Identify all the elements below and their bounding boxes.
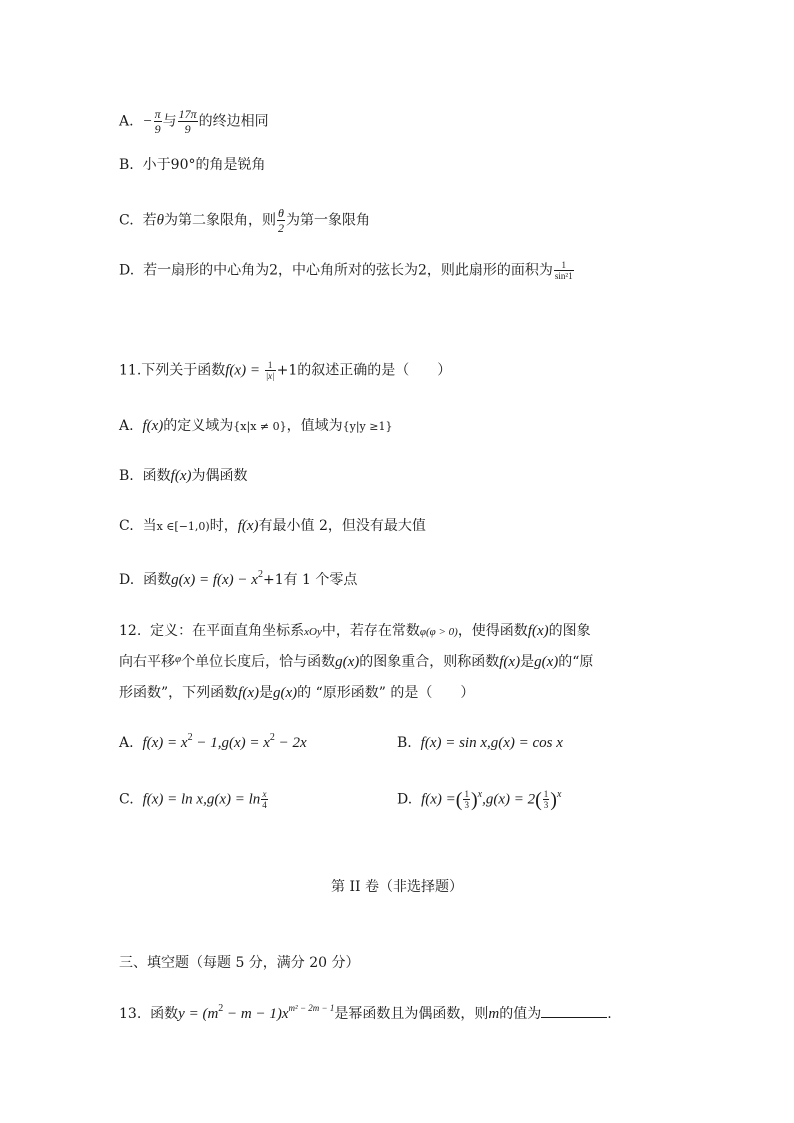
q11-option-a: A. f(x)的定义域为{x|x ≠ 0}，值域为{y|y ≥1} <box>119 418 393 434</box>
section-title: 第 II 卷（非选择题） <box>331 879 463 895</box>
fraction-theta-over-2: $\frac{\theta}{2}$ <box>277 206 284 235</box>
q12-stem-line-1: 12. 定义：在平面直角坐标系xOy中，若存在常数φ(φ > 0)，使得函数f(x)的图象 <box>119 623 591 639</box>
answer-blank[interactable] <box>541 1002 607 1018</box>
fraction-pi-over-9: $\frac{\pi}{9}$ <box>154 107 161 136</box>
fraction-1-over-sin2-1: $\frac{1}{\text{sin²1}}$ <box>554 260 573 281</box>
q10-option-b: B. 小于90°的角是锐角 <box>119 157 266 173</box>
fraction-one-third-a: $\frac{1}{3}$ <box>464 789 469 810</box>
q10-option-c: C. 若θ为第二象限角，则 $\frac{\theta}{2}$ 为第一象限角 <box>119 206 370 235</box>
q11-option-b: B. 函数f(x)为偶函数 <box>119 468 248 484</box>
q12-option-b: B. f(x) = sin x,g(x) = cos x <box>397 735 563 751</box>
q12-stem-line-2: 向右平移$^\varphi$个单位长度后，恰与函数g(x)的图象重合，则称函数f(x)是g(x)的“原 <box>119 653 594 670</box>
q12-stem-line-3: 形函数”，下列函数f(x)是g(x)的 “原形函数” 的是（ ） <box>119 685 475 701</box>
fraction-1-over-abs-x: $\frac{1}{|x|}$ <box>265 360 275 381</box>
q10-option-d: D. 若一扇形的中心角为2，中心角所对的弦长为2，则此扇形的面积为 $\frac{1}{\text{sin²1}}$ <box>119 260 573 281</box>
fraction-x-over-4: $\frac{x}{4}$ <box>262 789 267 810</box>
fraction-one-third-b: $\frac{1}{3}$ <box>543 789 549 810</box>
q12-option-a: A. $f(x) = x^2 - 1,g(x) = x^2 - 2x$ <box>119 732 307 751</box>
q11-stem: 11.下列关于函数f(x) = $\frac{1}{|x|}$ +1的叙述正确的是（ ） <box>119 360 452 381</box>
part-3-title: 三、填空题（每题 5 分，满分 20 分） <box>119 955 360 971</box>
q13-stem: 13. 函数$y = (m^2 - m - 1)x^{m^2 - 2m - 1}$是幂函数且为偶函数，则m的值为 . <box>119 1003 612 1022</box>
q11-option-d: D. 函数$g(x) = f(x) - x^2+1$有 1 个零点 <box>119 569 358 588</box>
q10-option-a: A. − $\frac{\pi}{9}$ 与 $\frac{17\pi}{9}$ 的终边相同 <box>119 107 269 136</box>
fraction-17pi-over-9: $\frac{17\pi}{9}$ <box>178 107 197 136</box>
q12-option-d: D. f(x) =( $\frac{1}{3}$ )$^x$,g(x) = 2( $\frac{1}{3}$ )$^x$ <box>397 788 562 811</box>
q11-option-c: C. 当x ∈[−1,0)时，f(x)有最小值 2，但没有最大值 <box>119 518 426 534</box>
q12-option-c: C. f(x) = ln x,g(x) = ln $\frac{x}{4}$ <box>119 789 267 810</box>
